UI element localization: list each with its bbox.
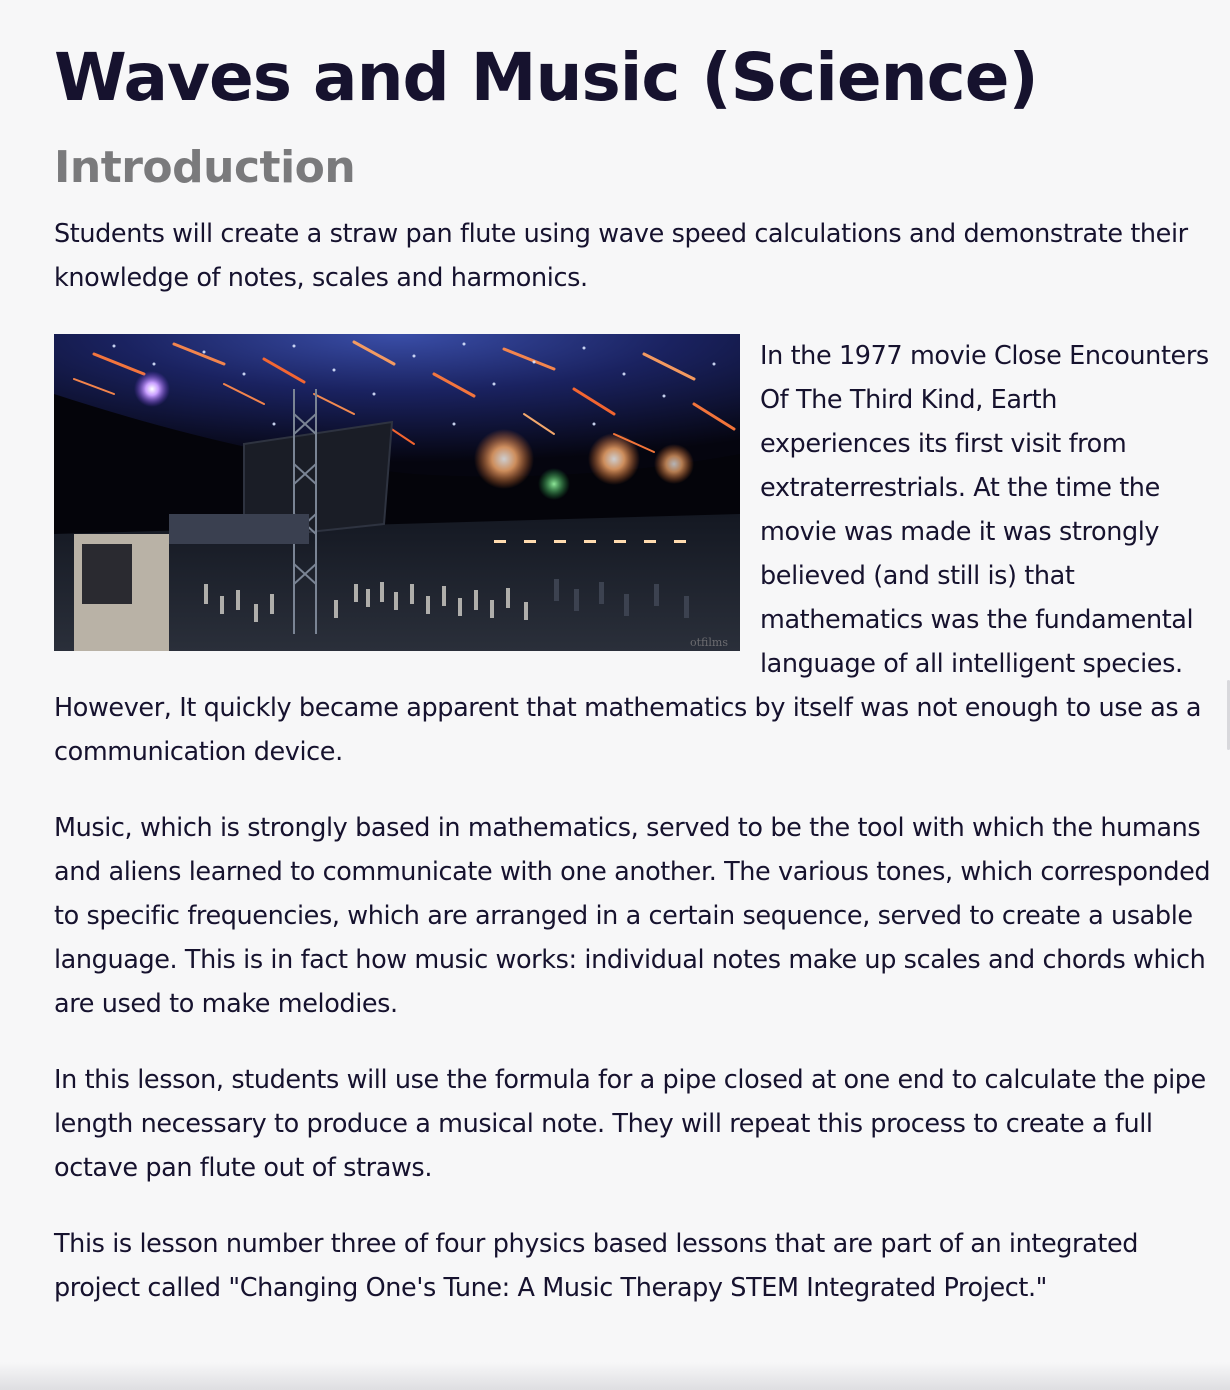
image-watermark: otfilms [690,636,728,649]
lesson-paragraph: In this lesson, students will use the formula for a pipe closed at one end to calculate the pipe length necessary to produce a musical note. They will repeat this process to create a full octave pan flute out of straws. [54,1065,1206,1183]
movie-still-image [54,334,740,651]
project-paragraph: This is lesson number three of four physics based lessons that are part of an integrated project called "Changing One's Tune: A Music Therapy STEM Integrated Project." [54,1229,1139,1303]
section-heading-introduction: Introduction [54,142,356,193]
bottom-fade [0,1362,1230,1390]
page-title: Waves and Music (Science) [54,39,1038,116]
lesson-content [54,30,1212,1342]
intro-paragraph: Students will create a straw pan flute using wave speed calculations and demonstrate their knowledge of notes, scales and harmonics. [54,219,1188,293]
music-paragraph: Music, which is strongly based in mathematics, served to be the tool with which the humans and aliens learned to communicate with one another. The various tones, which corresponded to specific frequencies, which are arranged in a certain sequence, served to create a usable language. This is in fact how music works: individual notes make up scales and chords which are used to make melodies. [54,813,1211,1019]
movie-paragraph: In the 1977 movie Close Encounters Of The Third Kind, Earth experiences its first visit from extraterrestrials. At the time the movie was made it was strongly believed (and still is) that mathematics was the fundamental language of all intelligent species. However, It quickly became apparent that mathematics by itself was not enough to use as a communication device. [54,341,1209,767]
